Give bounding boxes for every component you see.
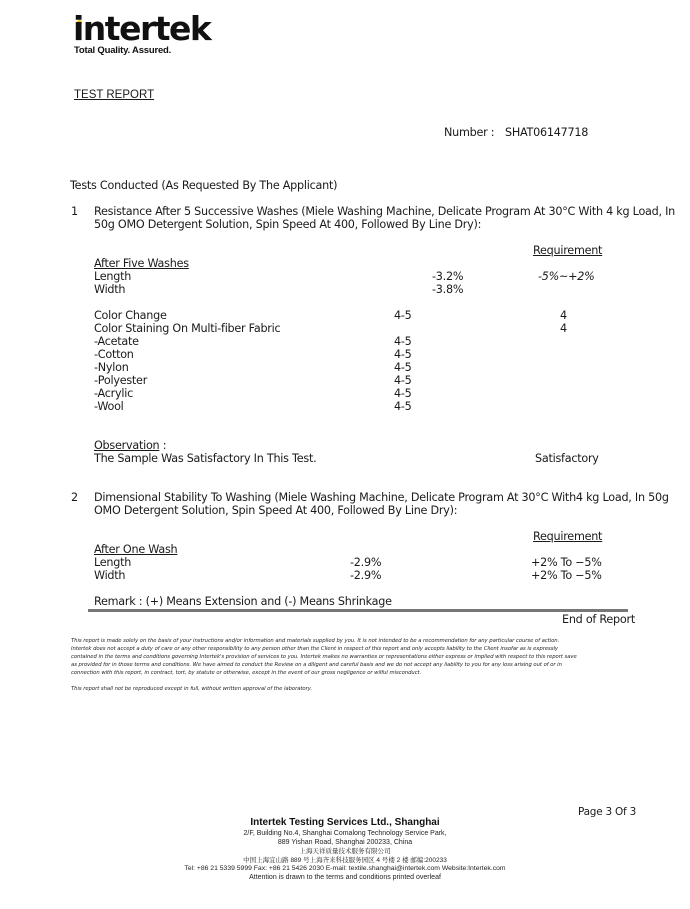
footer-attention: Attention is drawn to the terms and conditions printed overleaf <box>249 874 441 881</box>
row-label: Length <box>94 556 132 569</box>
requirement-header: Requirement <box>533 530 603 543</box>
disclaimer-line: connection with this report, in contract, tort, by statute or otherwise, except in the event of our gross negligence or wilful misconduct. <box>71 670 422 676</box>
test-title-line: Resistance After 5 Successive Washes (Miele Washing Machine, Delicate Program At 30°C With 4 kg Load, In <box>94 205 676 218</box>
section-subheader: After Five Washes <box>94 257 189 270</box>
end-of-report: End of Report <box>562 613 635 626</box>
section-divider <box>88 609 628 612</box>
page-number: Page 3 Of 3 <box>578 806 637 818</box>
logo-tagline: Total Quality. Assured. <box>74 45 172 56</box>
report-title: TEST REPORT <box>74 89 155 101</box>
row-result: 4-5 <box>394 361 412 374</box>
disclaimer-line: contained in the terms and conditions governing Intertek's provision of services to you. Intertek makes no warranties or representations either express or implied with respect to this report save <box>71 654 577 660</box>
row-requirement: 4 <box>560 309 567 322</box>
row-result: -3.2% <box>432 270 464 283</box>
test-title-line: OMO Detergent Solution, Spin Speed At 400, Followed By Line Dry): <box>94 504 458 517</box>
section-subheader: After One Wash <box>94 543 178 556</box>
row-label: Width <box>94 283 126 296</box>
footer-address-line: 2/F, Building No.4, Shanghai Comalong Technology Service Park, <box>243 830 447 837</box>
row-requirement: -5%~+2% <box>538 270 595 283</box>
logo-wordmark: intertek <box>73 9 211 48</box>
row-label: -Cotton <box>94 348 134 361</box>
row-label: Color Staining On Multi-fiber Fabric <box>94 322 281 335</box>
row-label: -Acetate <box>94 335 139 348</box>
row-result: 4-5 <box>394 400 412 413</box>
observation-result: Satisfactory <box>535 452 599 465</box>
row-result: -2.9% <box>350 556 382 569</box>
observation-heading <box>94 439 166 452</box>
test-title-line: 50g OMO Detergent Solution, Spin Speed At 400, Followed By Line Dry): <box>94 218 482 231</box>
row-result: 4-5 <box>394 374 412 387</box>
footer-address-line: 889 Yishan Road, Shanghai 200233, China <box>277 839 413 846</box>
reproduction-notice: This report shall not be reproduced except in full, without written approval of the laboratory. <box>71 686 313 692</box>
report-number-label: Number : <box>444 126 495 139</box>
report-number-value: SHAT06147718 <box>505 126 589 139</box>
footer-company: Intertek Testing Services Ltd., Shanghai <box>250 817 440 828</box>
footer-chinese-name: 上海天祥质量技术服务有限公司 <box>299 848 391 855</box>
footer-contact: Tel: +86 21 5339 5999 Fax: +86 21 5426 2030 E-mail: textile.shanghai@intertek.com Website:Intertek.com <box>184 865 506 872</box>
row-result: -2.9% <box>350 569 382 582</box>
row-label: Color Change <box>94 309 167 322</box>
observation-text: The Sample Was Satisfactory In This Test. <box>94 452 317 465</box>
row-result: 4-5 <box>394 387 412 400</box>
footer-chinese-address: 中国上海宜山路 889 号上海齐来科技服务园区 4 号楼 2 楼 邮编:200233 <box>243 857 447 864</box>
row-label: -Acrylic <box>94 387 133 400</box>
observation-label: Observation <box>94 439 160 452</box>
tests-conducted-intro: Tests Conducted (As Requested By The Applicant) <box>70 179 338 192</box>
row-label: -Nylon <box>94 361 129 374</box>
disclaimer-line: This report is made solely on the basis of your instructions and/or information and materials supplied by you. It is not intended to be a recommendation for any particular course of action. <box>71 638 560 644</box>
observation-colon: : <box>162 439 167 452</box>
intertek-logo <box>73 9 211 62</box>
row-requirement: +2% To −5% <box>531 556 602 569</box>
disclaimer-line: as provided for in those terms and conditions. We have aimed to conduct the Review on a diligent and careful basis and we do not accept any liability to you for any loss arising out of or in <box>71 662 562 668</box>
requirement-header: Requirement <box>533 244 603 257</box>
row-label: -Wool <box>94 400 124 413</box>
row-requirement: +2% To −5% <box>531 569 602 582</box>
row-label: Length <box>94 270 132 283</box>
row-requirement: 4 <box>560 322 567 335</box>
footer-block <box>150 817 540 865</box>
test-title-line: Dimensional Stability To Washing (Miele Washing Machine, Delicate Program At 30°C With4 kg Load, In 50g <box>94 491 669 504</box>
row-result: 4-5 <box>394 335 412 348</box>
disclaimer-line: Intertek does not accept a duty of care or any other responsibility to any person other than the Client in respect of this report and only accepts liability to the Client insofar as is expressly <box>71 646 558 652</box>
row-label: Width <box>94 569 126 582</box>
row-result: -3.8% <box>432 283 464 296</box>
test-index: 2 <box>71 491 78 504</box>
remark-text: Remark : (+) Means Extension and (-) Means Shrinkage <box>94 595 392 608</box>
row-result: 4-5 <box>394 309 412 322</box>
test-index: 1 <box>71 205 78 218</box>
row-label: -Polyester <box>94 374 148 387</box>
row-result: 4-5 <box>394 348 412 361</box>
